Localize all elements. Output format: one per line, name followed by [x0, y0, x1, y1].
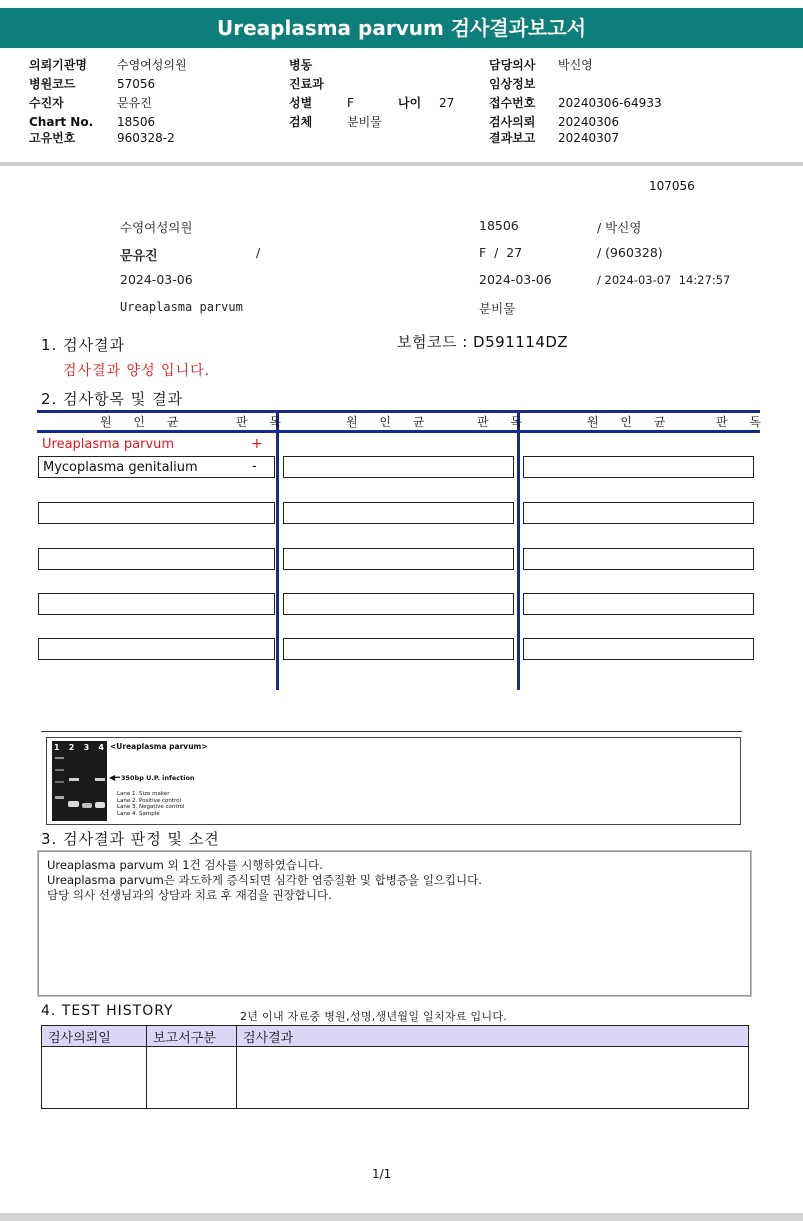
- info-slash: /: [256, 245, 261, 260]
- gel-legend-item: Lane 2. Positive control: [117, 797, 182, 804]
- result-cell: [523, 502, 754, 524]
- result-cell: [38, 548, 275, 570]
- header-row: Chart No. 18506: [29, 115, 156, 129]
- gel-legend-item: Lane 4. Sample: [117, 810, 160, 817]
- header-row: 병동: [289, 58, 313, 72]
- info-test-name: Ureaplasma parvum: [120, 300, 243, 314]
- history-note: 2년 이내 자료중 병원,성명,생년월일 일치자료 입니다.: [240, 1010, 508, 1023]
- result-cell: [523, 593, 754, 615]
- result-cell: [523, 456, 754, 478]
- section4-title: 4. TEST HISTORY: [41, 1003, 174, 1019]
- history-cell: [237, 1047, 749, 1109]
- result-cell: [38, 502, 275, 524]
- organism-result: -: [252, 459, 257, 474]
- col-header-organism: 원 인 균: [346, 415, 434, 429]
- gel-arrow-icon: ◀━: [109, 773, 120, 782]
- remarks-box: [38, 851, 751, 996]
- gel-lane-labels: [54, 743, 107, 752]
- remarks-line: Ureaplasma parvum 외 1건 검사를 시행하였습니다.: [47, 858, 323, 872]
- lane-label: 3: [83, 743, 90, 752]
- section3-title: 3. 검사결과 판정 및 소견: [41, 830, 220, 848]
- info-specimen: 분비물: [479, 301, 516, 316]
- section1-title: 1. 검사결과: [41, 336, 126, 354]
- info-hospital: 수영여성의원: [120, 220, 193, 235]
- header-row: 임상정보: [489, 77, 536, 91]
- section2-title: 2. 검사항목 및 결과: [41, 390, 184, 408]
- header-row: 검체 분비물: [289, 115, 382, 129]
- gel-image: [52, 741, 107, 821]
- info-report-datetime: / 2024-03-07 14:27:57: [597, 273, 731, 287]
- header-row: 수진자 문유진: [29, 96, 152, 110]
- organism-name: Mycoplasma genitalium: [43, 460, 198, 475]
- insurance-code: 보험코드 : D591114DZ: [397, 333, 569, 351]
- history-col-date: 검사의뢰일: [42, 1026, 147, 1047]
- result-cell: [38, 593, 275, 615]
- result-cell: [523, 548, 754, 570]
- result-cell: [283, 456, 514, 478]
- gel-legend-item: Lane 3. Negative control: [117, 804, 185, 810]
- gel-top-line: [41, 731, 742, 732]
- lane-label: 4: [98, 743, 104, 752]
- result-cell: [283, 548, 514, 570]
- history-cell: [42, 1047, 147, 1109]
- remarks-line: Ureaplasma parvum은 과도하게 증식되면 심각한 염증질환 및 합병증을 일으킵니다.: [47, 873, 482, 887]
- result-cell: [283, 502, 514, 524]
- header-row: 병원코드 57056: [29, 77, 156, 91]
- bottom-divider: [0, 1213, 803, 1221]
- history-header-row: [42, 1026, 749, 1047]
- header-col1: [29, 56, 187, 148]
- history-col-result: 검사결과: [237, 1026, 749, 1047]
- history-table: [41, 1025, 749, 1109]
- info-birth: / (960328): [597, 245, 663, 260]
- gel-legend-item: Lane 1. Size maker: [117, 791, 170, 797]
- col-header-judge: 판 독: [477, 415, 531, 429]
- info-request-date: 2024-03-06: [120, 272, 193, 287]
- history-col-type: 보고서구분: [147, 1026, 237, 1047]
- header-row: 의뢰기관명 수영여성의원: [29, 58, 187, 72]
- lane-label: 1: [54, 743, 60, 752]
- info-chart: 18506: [479, 218, 519, 233]
- gel-arrow-label: 350bp U.P. infection: [121, 774, 195, 782]
- page-number: 1/1: [372, 1167, 392, 1181]
- header-row: 담당의사 박신영: [489, 58, 593, 72]
- gel-title: <Ureaplasma parvum>: [110, 742, 208, 751]
- report-title: Ureaplasma parvum 검사결과보고서: [0, 8, 803, 48]
- history-row: [42, 1047, 749, 1109]
- header-row: 성별 F: [289, 96, 354, 110]
- header-divider: [0, 162, 803, 166]
- lane-label: 2: [68, 743, 75, 752]
- result-cell: [283, 638, 514, 660]
- header-row: 결과보고 20240307: [489, 131, 620, 145]
- table-header-border: [37, 430, 760, 433]
- column-divider: [276, 410, 279, 690]
- col-header-judge: 판 독: [716, 415, 770, 429]
- result-summary: 검사결과 양성 입니다.: [63, 363, 211, 379]
- col-header-organism: 원 인 균: [587, 415, 675, 429]
- header-row: 고유번호 960328-2: [29, 131, 175, 145]
- remarks-line: 담당 의사 선생님과의 상담과 치료 후 재검을 권장합니다.: [47, 888, 332, 902]
- age-field: 나이 27: [398, 96, 455, 110]
- info-receive-date: 2024-03-06: [479, 272, 552, 287]
- header-row: 검사의뢰 20240306: [489, 115, 620, 129]
- result-cell: [283, 593, 514, 615]
- column-divider: [517, 410, 520, 690]
- info-doctor: / 박신영: [597, 220, 642, 235]
- col-header-organism: 원 인 균: [100, 415, 188, 429]
- organism-result: +: [251, 436, 263, 452]
- info-sex-age: F / 27: [479, 245, 523, 260]
- info-patient: 문유진: [120, 249, 158, 264]
- header-row: 진료과: [289, 77, 324, 91]
- history-cell: [147, 1047, 237, 1109]
- report-code: 107056: [649, 179, 695, 193]
- gel-legend: [117, 791, 185, 817]
- organism-name: Ureaplasma parvum: [42, 437, 175, 452]
- result-cell: [523, 638, 754, 660]
- header-col3: [489, 56, 662, 148]
- col-header-judge: 판 독: [236, 415, 290, 429]
- result-cell: [38, 638, 275, 660]
- header-row: 접수번호 20240306-64933: [489, 96, 662, 110]
- gel-bands: [52, 741, 107, 821]
